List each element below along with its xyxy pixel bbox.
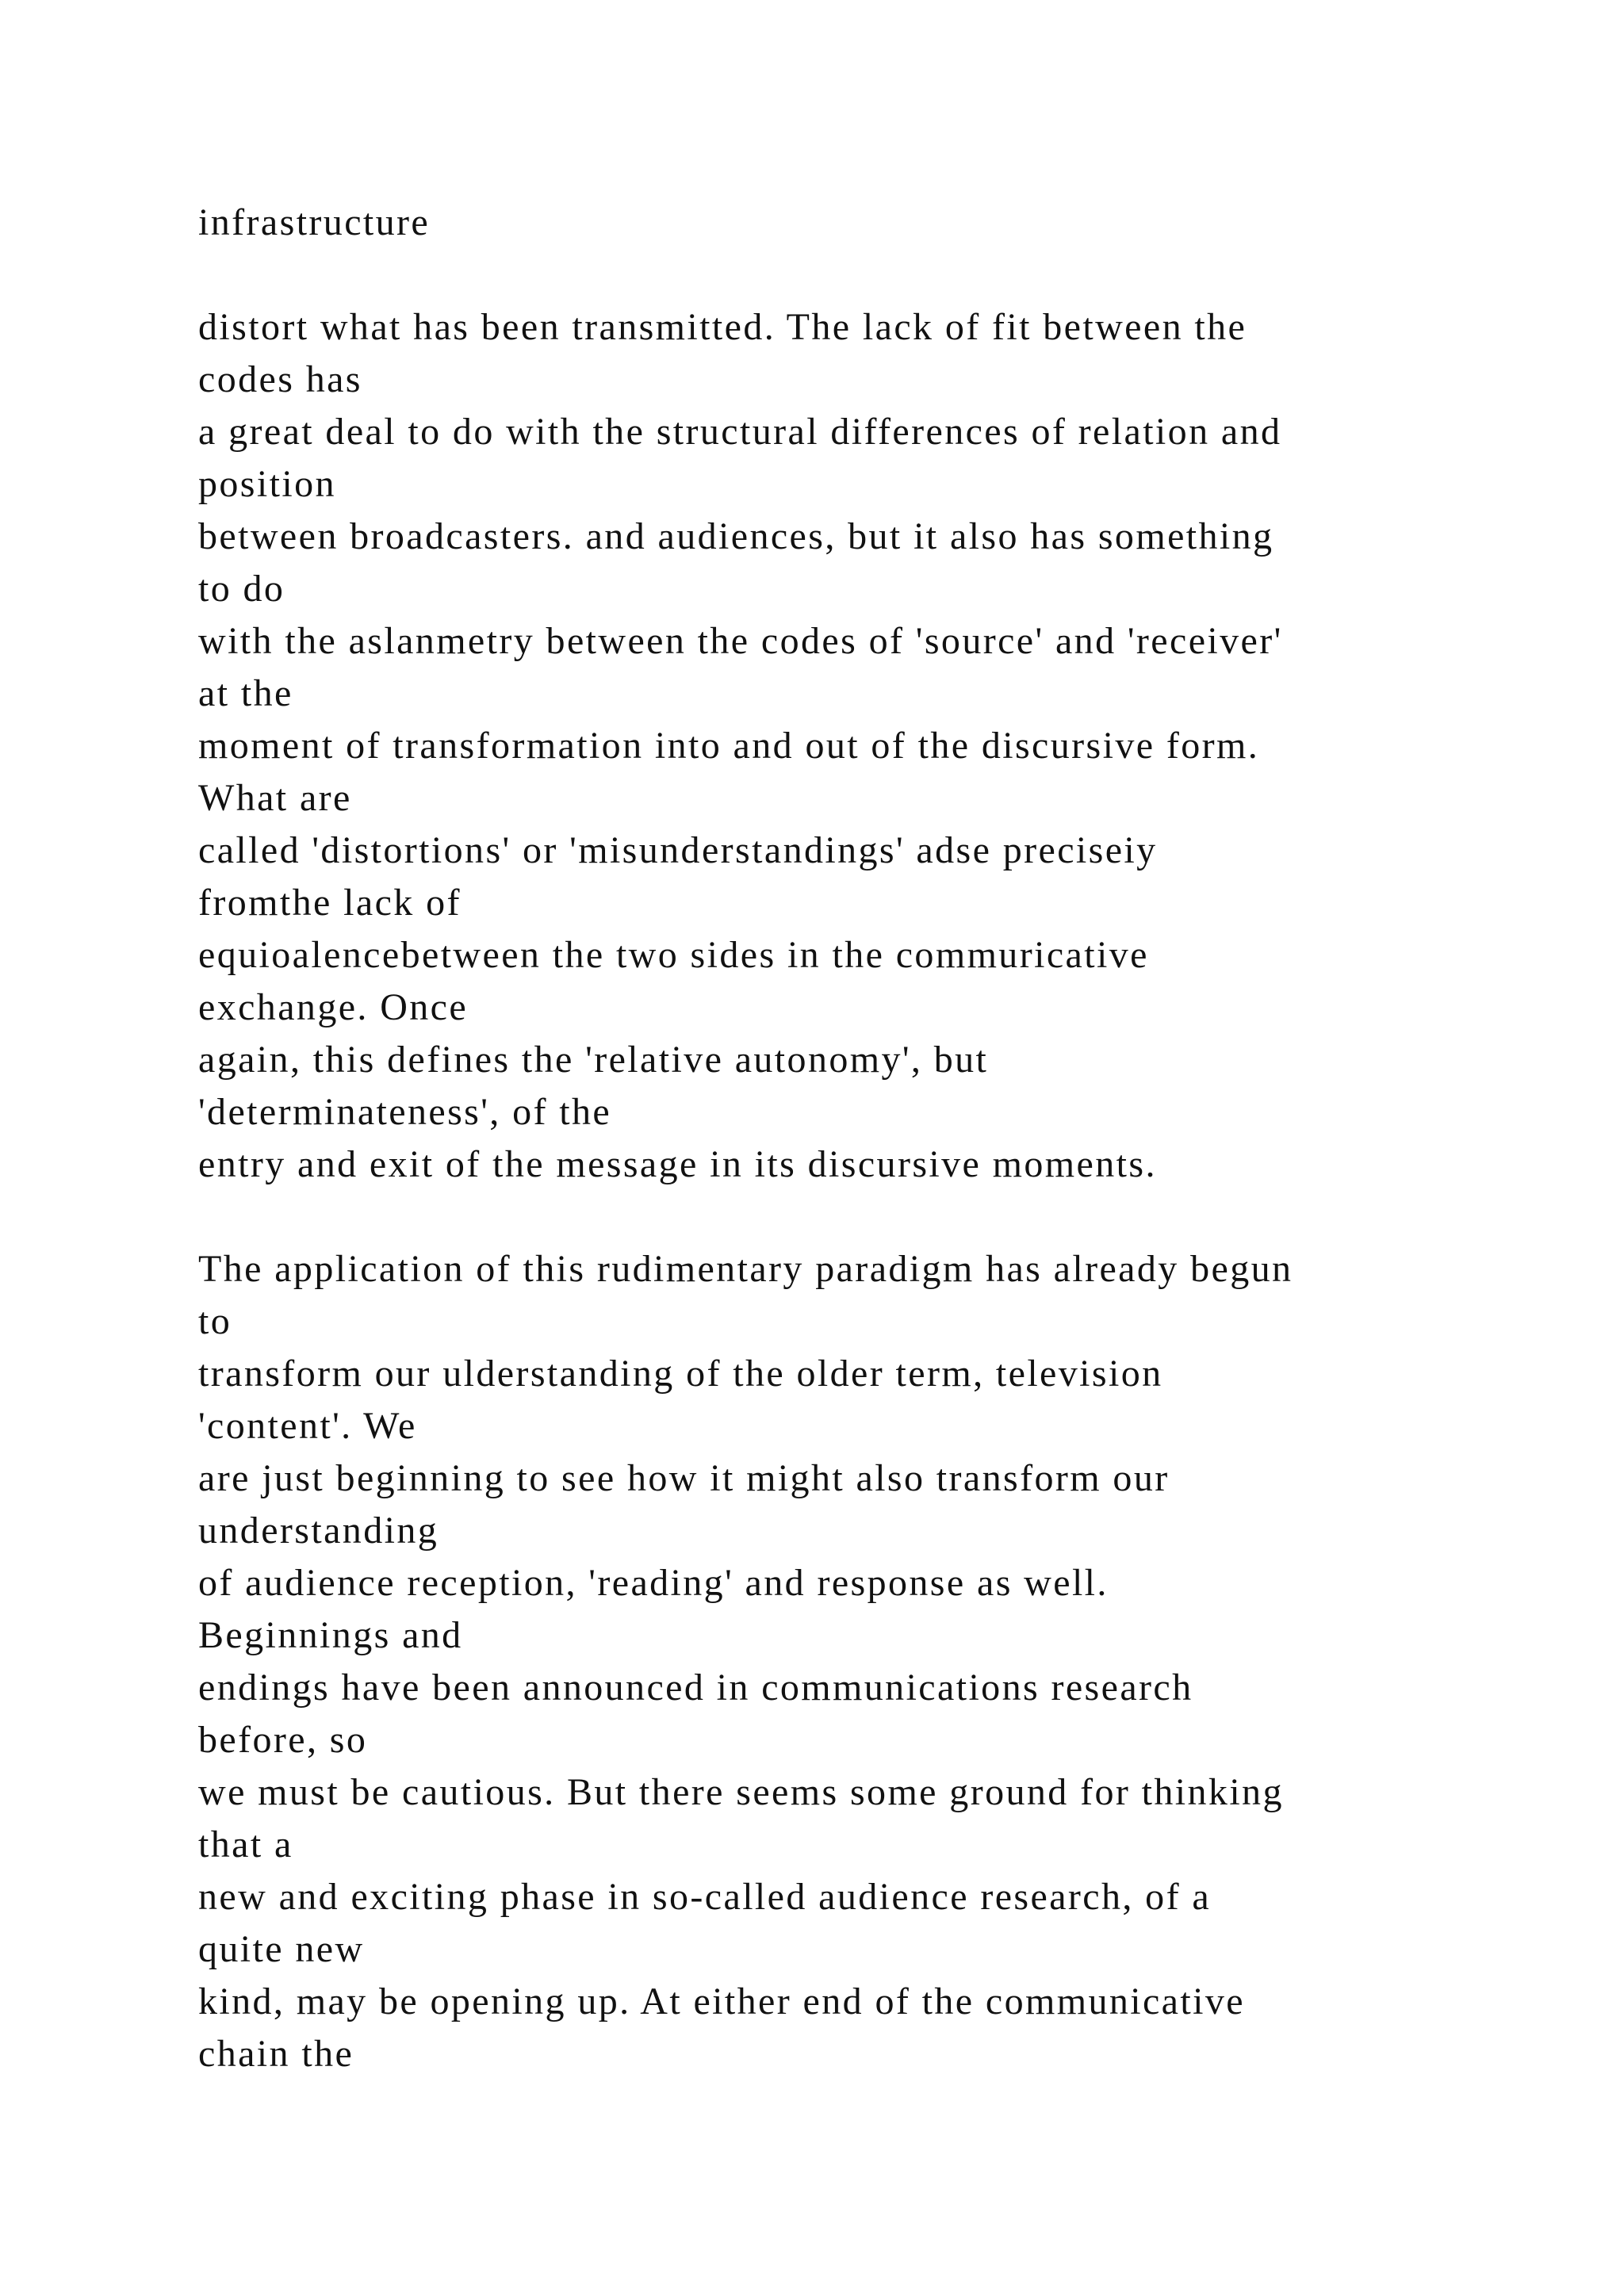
text-line: chain the — [198, 2033, 354, 2075]
text-line: 'content'. We — [198, 1405, 417, 1447]
text-line: a great deal to do with the structural differences of relation and — [198, 411, 1282, 453]
text-line: to do — [198, 568, 285, 610]
text-line: moment of transformation into and out of the discursive form. — [198, 725, 1260, 767]
text-line: equioalencebetween the two sides in the commuricative — [198, 934, 1149, 976]
text-line: to — [198, 1300, 232, 1342]
text-line: The application of this rudimentary paradigm has already begun — [198, 1248, 1293, 1290]
text-line: 'determinateness', of the — [198, 1091, 612, 1133]
text-line: fromthe lack of — [198, 882, 462, 924]
text-line: before, so — [198, 1719, 368, 1761]
text-line: exchange. Once — [198, 986, 469, 1028]
paragraph-break — [198, 249, 1546, 301]
paragraph-1 — [198, 301, 1546, 1191]
text-line: entry and exit of the message in its discursive moments. — [198, 1143, 1157, 1185]
document-heading: infrastructure — [198, 201, 431, 243]
text-line: kind, may be opening up. At either end of the communicative — [198, 1980, 1245, 2022]
text-line: with the aslanmetry between the codes of 'source' and 'receiver' — [198, 620, 1283, 662]
document-body — [198, 197, 1546, 2080]
text-line: position — [198, 463, 336, 505]
text-line: endings have been announced in communications research — [198, 1667, 1193, 1709]
text-line: of audience reception, 'reading' and response as well. — [198, 1562, 1109, 1604]
text-line: codes has — [198, 358, 362, 400]
text-line: that a — [198, 1823, 293, 1866]
text-line: transform our ulderstanding of the older term, television — [198, 1353, 1163, 1395]
text-line: distort what has been transmitted. The lack of fit between the — [198, 306, 1247, 348]
text-line: between broadcasters. and audiences, but it also has something — [198, 515, 1274, 557]
text-line: again, this defines the 'relative autonomy', but — [198, 1039, 989, 1081]
text-line: understanding — [198, 1510, 439, 1552]
text-line: quite new — [198, 1928, 365, 1970]
text-line: Beginnings and — [198, 1614, 463, 1656]
paragraph-break — [198, 1191, 1546, 1243]
paragraph-2 — [198, 1243, 1546, 2080]
text-line: are just beginning to see how it might also transform our — [198, 1457, 1170, 1499]
text-line: called 'distortions' or 'misunderstandings' adse preciseiy — [198, 829, 1158, 871]
text-line: new and exciting phase in so-called audience research, of a — [198, 1876, 1212, 1918]
text-line: at the — [198, 672, 293, 714]
text-line: What are — [198, 777, 352, 819]
text-line: we must be cautious. But there seems some ground for thinking — [198, 1771, 1284, 1813]
